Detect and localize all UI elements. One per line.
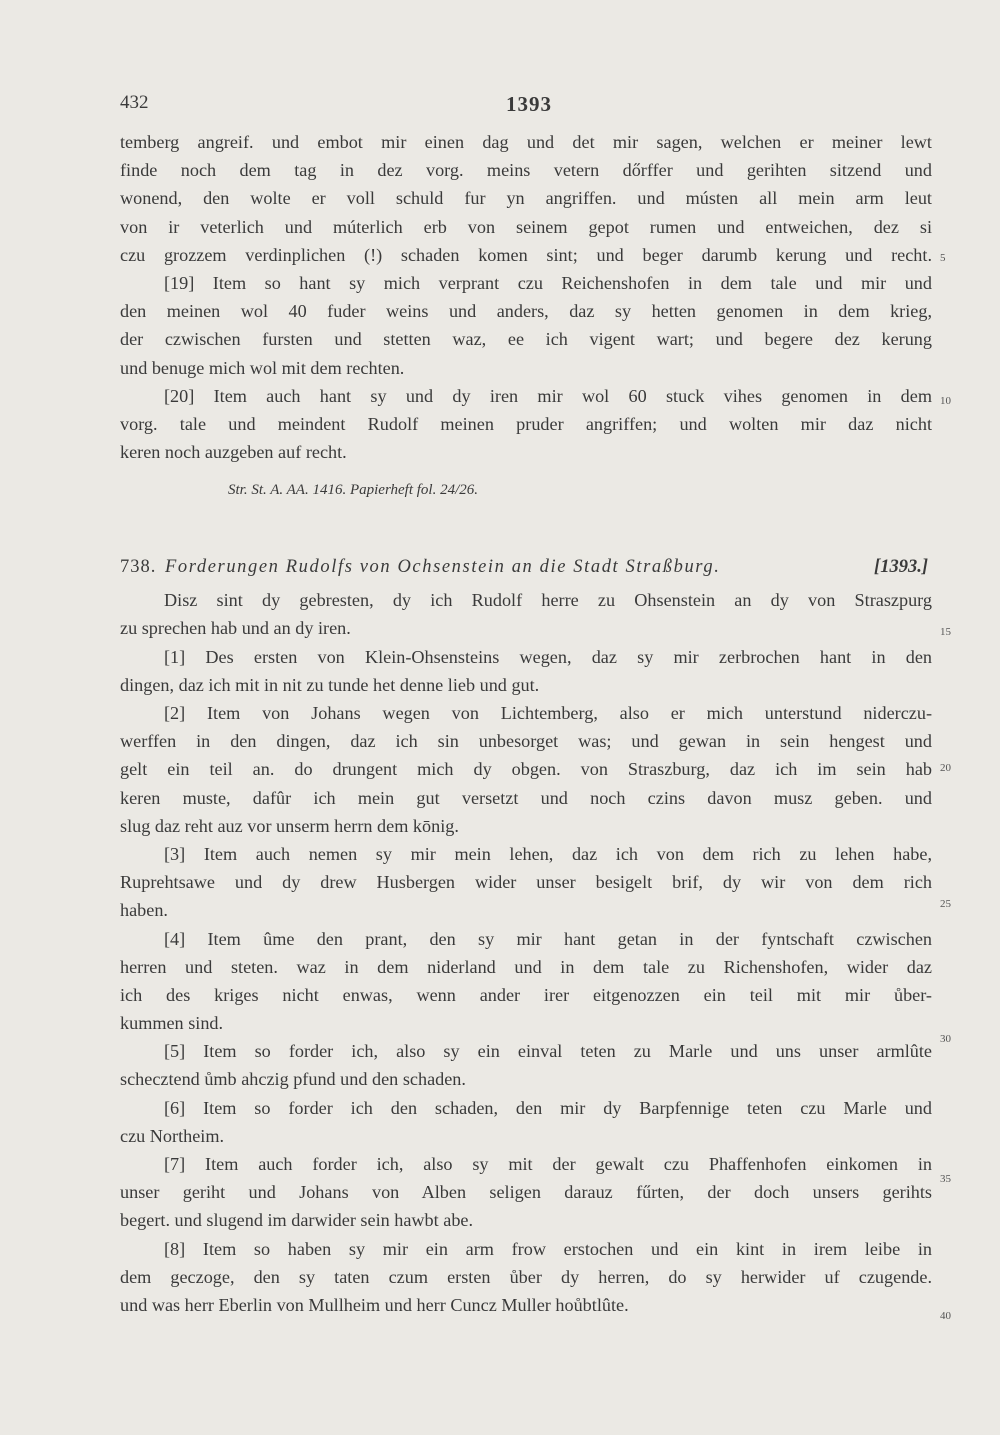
margin-line-number: 10 bbox=[940, 395, 951, 407]
text-line: [19] Item so hant sy mich verprant czu Reichenshofen in dem tale und mir und bbox=[164, 272, 932, 293]
text-line: finde noch dem tag in dez vorg. meins vetern dőrffer und gerihten sitzend und bbox=[120, 160, 932, 181]
text-line: werffen in den dingen, daz ich sin unbesorget was; und gewan in sein hengest und bbox=[120, 731, 932, 752]
text-line: den meinen wol 40 fuder weins und anders, daz sy hetten genomen in dem krieg, bbox=[120, 301, 932, 322]
paragraph-8 bbox=[120, 1235, 932, 1320]
text-line: vorg. tale und meindent Rudolf meinen pruder angriffen; und wolten mir daz nicht bbox=[120, 413, 932, 434]
text-line: und was herr Eberlin von Mullheim und herr Cuncz Muller hoůbtlûte. bbox=[120, 1294, 629, 1315]
text-line: unser geriht und Johans von Alben seligen darauz fűrten, der doch unsers gerihts bbox=[120, 1182, 932, 1203]
document-number: 738. bbox=[120, 557, 157, 578]
margin-line-number: 35 bbox=[940, 1173, 951, 1185]
text-line: temberg angreif. und embot mir einen dag und det mir sagen, welchen er meiner lewt bbox=[120, 132, 932, 152]
paragraph-1 bbox=[120, 643, 932, 699]
margin-line-number: 40 bbox=[940, 1310, 951, 1322]
text-line: [8] Item so haben sy mir ein arm frow erstochen und ein kint in irem leibe in bbox=[164, 1238, 932, 1259]
paragraph-3 bbox=[120, 840, 932, 925]
paragraph-20 bbox=[120, 382, 932, 467]
source-citation: Str. St. A. AA. 1416. Papierheft fol. 24/26. bbox=[228, 482, 479, 499]
paragraph-19 bbox=[120, 269, 932, 382]
text-line: zu sprechen hab und an dy iren. bbox=[120, 618, 351, 639]
text-line: kummen sind. bbox=[120, 1013, 224, 1034]
paragraph-4 bbox=[120, 925, 932, 1038]
text-line: herren und steten. waz in dem niderland und in dem tale zu Richenshofen, wider daz bbox=[120, 956, 932, 977]
margin-line-number: 30 bbox=[940, 1033, 951, 1045]
text-column bbox=[120, 128, 932, 1319]
document-date: [1393.] bbox=[874, 557, 928, 578]
text-line: dingen, daz ich mit in nit zu tunde het denne lieb und gut. bbox=[120, 674, 540, 695]
text-line: [20] Item auch hant sy und dy iren mir wol 60 stuck vihes genomen in dem bbox=[164, 385, 932, 406]
line-number-margin bbox=[940, 0, 970, 1435]
text-line: czu grozzem verdinplichen (!) schaden komen sint; und beger darumb kerung und recht. bbox=[120, 244, 932, 265]
margin-line-number: 5 bbox=[940, 252, 946, 264]
text-line: schecztend ůmb ahczig pfund und den schaden. bbox=[120, 1069, 466, 1090]
text-line: [2] Item von Johans wegen von Lichtemberg, also er mich unterstund niderczu- bbox=[164, 703, 932, 723]
text-line: keren muste, dafûr ich mein gut versetzt und noch czins davon musz geben. und bbox=[120, 787, 932, 808]
page-header bbox=[120, 92, 938, 122]
text-line: ich des kriges nicht enwas, wenn ander irer eitgenozzen ein teil mit mir ůber- bbox=[120, 984, 932, 1005]
page-year-heading: 1393 bbox=[506, 92, 552, 116]
paragraph-continuation bbox=[120, 128, 932, 269]
document-title: Forderungen Rudolfs von Ochsenstein an die Stadt Straßburg. bbox=[165, 557, 721, 578]
paragraph-5 bbox=[120, 1037, 932, 1093]
paragraph-intro bbox=[120, 586, 932, 642]
paragraph-6 bbox=[120, 1094, 932, 1150]
text-line: und benuge mich wol mit dem rechten. bbox=[120, 357, 405, 378]
margin-line-number: 20 bbox=[940, 762, 951, 774]
text-line: dem geczoge, den sy taten czum ersten ůber dy herren, do sy herwider uf czugende. bbox=[120, 1266, 932, 1287]
text-line: von ir veterlich und múterlich erb von seinem gepot rumen und entweichen, dez si bbox=[120, 216, 932, 237]
paragraph-2 bbox=[120, 699, 932, 840]
text-line: Disz sint dy gebresten, dy ich Rudolf herre zu Ohsenstein an dy von Straszpurg bbox=[164, 590, 932, 611]
margin-line-number: 25 bbox=[940, 898, 951, 910]
text-line: [3] Item auch nemen sy mir mein lehen, daz ich von dem rich zu lehen habe, bbox=[164, 843, 932, 864]
text-line: wonend, den wolte er voll schuld fur yn angriffen. und músten all mein arm leut bbox=[120, 188, 932, 209]
text-line: [4] Item ûme den prant, den sy mir hant getan in der fyntschaft czwischen bbox=[164, 928, 932, 949]
text-line: [5] Item so forder ich, also sy ein einval teten zu Marle und uns unser armlûte bbox=[164, 1041, 932, 1062]
document-heading bbox=[120, 552, 932, 582]
margin-line-number: 15 bbox=[940, 626, 951, 638]
text-line: Ruprehtsawe und dy drew Husbergen wider unser besigelt brif, dy wir von dem rich bbox=[120, 872, 932, 893]
text-line: [7] Item auch forder ich, also sy mit der gewalt czu Phaffenhofen einkomen in bbox=[164, 1154, 932, 1174]
text-line: haben. bbox=[120, 900, 168, 921]
text-line: begert. und slugend im darwider sein hawbt abe. bbox=[120, 1210, 474, 1231]
text-line: gelt ein teil an. do drungent mich dy obgen. von Straszburg, daz ich im sein hab bbox=[120, 759, 932, 780]
page-number: 432 bbox=[120, 92, 149, 113]
text-line: slug daz reht auz vor unserm herrn dem kōnig. bbox=[120, 815, 459, 836]
paragraph-7 bbox=[120, 1150, 932, 1235]
text-line: keren noch auzgeben auf recht. bbox=[120, 442, 347, 463]
text-line: czu Northeim. bbox=[120, 1125, 225, 1146]
text-line: [1] Des ersten von Klein-Ohsensteins wegen, daz sy mir zerbrochen hant in den bbox=[164, 646, 932, 667]
text-line: der czwischen fursten und stetten waz, ee ich vigent wart; und begere dez kerung bbox=[120, 329, 932, 350]
text-line: [6] Item so forder ich den schaden, den mir dy Barpfennige teten czu Marle und bbox=[164, 1097, 932, 1118]
